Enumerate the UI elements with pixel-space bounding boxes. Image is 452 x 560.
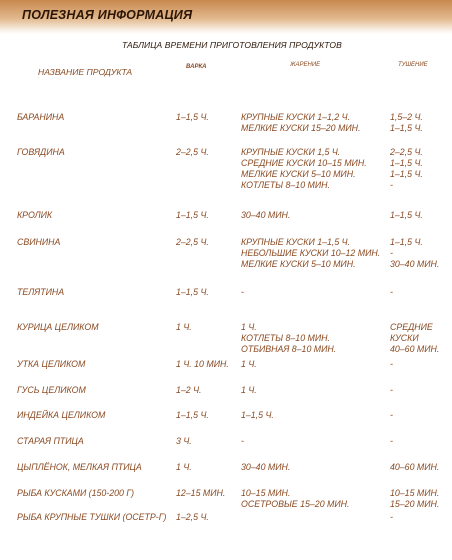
fry-time xyxy=(241,147,367,191)
product-name: БАРАНИНА xyxy=(17,112,65,122)
stew-time-line: 40–60 МИН. xyxy=(390,462,440,472)
product-name: УТКА ЦЕЛИКОМ xyxy=(17,359,86,369)
fry-time-line: КОТЛЕТЫ 8–10 МИН. xyxy=(241,333,330,343)
product-name: ГОВЯДИНА xyxy=(17,147,65,157)
section-title: ПОЛЕЗНАЯ ИНФОРМАЦИЯ xyxy=(22,8,193,22)
product-name: РЫБА КРУПНЫЕ ТУШКИ (ОСЕТР-Г) xyxy=(17,512,167,522)
table-title: ТАБЛИЦА ВРЕМЕНИ ПРИГОТОВЛЕНИЯ ПРОДУКТОВ xyxy=(122,40,342,50)
stew-time xyxy=(390,512,393,523)
stew-time-line: 1–1,5 Ч. xyxy=(390,169,423,179)
stew-time-line: 30–40 МИН. xyxy=(390,259,440,269)
fry-time-line: МЕЛКИЕ КУСКИ 5–10 МИН. xyxy=(241,169,356,179)
fry-time-line: КРУПНЫЕ КУСКИ 1,5 Ч. xyxy=(241,147,341,157)
boil-time-line: 1–2 Ч. xyxy=(176,385,202,395)
stew-time-line: СРЕДНИЕ xyxy=(390,322,433,332)
product-name: СТАРАЯ ПТИЦА xyxy=(17,436,84,446)
boil-time-line: 3 Ч. xyxy=(176,436,192,446)
product-name: КРОЛИК xyxy=(17,210,53,220)
fry-time-line: 1–1,5 Ч. xyxy=(241,410,274,420)
stew-time-line: 1–1,5 Ч. xyxy=(390,237,423,247)
fry-time-line: КРУПНЫЕ КУСКИ 1–1,2 Ч. xyxy=(241,112,351,122)
boil-time-line: 1 Ч. xyxy=(176,322,192,332)
fry-time xyxy=(241,287,244,298)
stew-time-line: 1–1,5 Ч. xyxy=(390,158,423,168)
fry-time xyxy=(241,410,274,421)
stew-time xyxy=(390,237,439,270)
product-name: ИНДЕЙКА ЦЕЛИКОМ xyxy=(17,410,106,420)
product-name: ТЕЛЯТИНА xyxy=(17,287,65,297)
boil-time xyxy=(176,237,209,248)
stew-time-line: 1–1,5 Ч. xyxy=(390,123,423,133)
boil-time-line: 1–1,5 Ч. xyxy=(176,410,209,420)
stew-time-line: - xyxy=(390,287,393,297)
fry-time xyxy=(241,322,336,355)
stew-time-line: - xyxy=(390,359,393,369)
boil-time-line: 1–2,5 Ч. xyxy=(176,512,209,522)
fry-time xyxy=(241,385,257,396)
boil-time xyxy=(176,410,209,421)
boil-time-line: 2–2,5 Ч. xyxy=(176,237,209,247)
fry-time-line: СРЕДНИЕ КУСКИ 10–15 МИН. xyxy=(241,158,367,168)
stew-time xyxy=(390,488,439,510)
fry-time-line: 1 Ч. xyxy=(241,322,257,332)
fry-time-line: КРУПНЫЕ КУСКИ 1–1,5 Ч. xyxy=(241,237,351,247)
column-header-stew: ТУШЕНИЕ xyxy=(398,62,428,68)
stew-time-line: - xyxy=(390,436,393,446)
fry-time-line: КОТЛЕТЫ 8–10 МИН. xyxy=(241,180,330,190)
fry-time-line: 10–15 МИН. xyxy=(241,488,291,498)
fry-time-line: - xyxy=(241,436,244,446)
boil-time-line: 2–2,5 Ч. xyxy=(176,147,209,157)
fry-time-line: МЕЛКИЕ КУСКИ 15–20 МИН. xyxy=(241,123,361,133)
stew-time-line: - xyxy=(390,248,393,258)
stew-time-line: 15–20 МИН. xyxy=(390,499,440,509)
product-name: СВИНИНА xyxy=(17,237,61,247)
fry-time-line: 1 Ч. xyxy=(241,385,257,395)
stew-time-line: 1–1,5 Ч. xyxy=(390,210,423,220)
fry-time-line: ОСЕТРОВЫЕ 15–20 МИН. xyxy=(241,499,350,509)
fry-time-line xyxy=(241,512,243,523)
stew-time-line: КУСКИ xyxy=(390,333,419,343)
product-name: ГУСЬ ЦЕЛИКОМ xyxy=(17,385,86,395)
stew-time xyxy=(390,436,393,447)
boil-time xyxy=(176,462,192,473)
product-name: РЫБА КУСКАМИ (150-200 Г) xyxy=(17,488,135,498)
boil-time xyxy=(176,359,229,370)
column-header-boil: ВАРКА xyxy=(186,64,207,70)
fry-time xyxy=(241,488,349,510)
stew-time xyxy=(390,462,439,473)
boil-time xyxy=(176,512,209,523)
boil-time xyxy=(176,112,209,123)
stew-time-line: - xyxy=(390,385,393,395)
stew-time-line: 1,5–2 Ч. xyxy=(390,112,423,122)
boil-time-line: 1–1,5 Ч. xyxy=(176,287,209,297)
stew-time-line: 40–60 МИН. xyxy=(390,344,440,354)
boil-time xyxy=(176,436,192,447)
stew-time xyxy=(390,385,393,396)
boil-time xyxy=(176,147,209,158)
boil-time-line: 1–1,5 Ч. xyxy=(176,210,209,220)
stew-time-line: - xyxy=(390,410,393,420)
fry-time xyxy=(241,436,244,447)
fry-time-line: 30–40 МИН. xyxy=(241,210,291,220)
stew-time-line: 2–2,5 Ч. xyxy=(390,147,423,157)
stew-time xyxy=(390,287,393,298)
fry-time-line: 30–40 МИН. xyxy=(241,462,291,472)
boil-time xyxy=(176,322,192,333)
column-header-name: НАЗВАНИЕ ПРОДУКТА xyxy=(38,67,133,77)
fry-time-line: - xyxy=(241,287,244,297)
boil-time-line: 1–1,5 Ч. xyxy=(176,112,209,122)
column-header-fry: ЖАРЕНИЕ xyxy=(290,62,321,68)
fry-time xyxy=(241,237,380,270)
fry-time-line: ОТБИВНАЯ 8–10 МИН. xyxy=(241,344,337,354)
fry-time-line: 1 Ч. xyxy=(241,359,257,369)
fry-time xyxy=(241,462,290,473)
fry-time xyxy=(241,512,243,523)
boil-time-line: 1 Ч. xyxy=(176,462,192,472)
stew-time xyxy=(390,210,423,221)
boil-time xyxy=(176,210,209,221)
product-name: ЦЫПЛЁНОК, МЕЛКАЯ ПТИЦА xyxy=(17,462,142,472)
stew-time-line: - xyxy=(390,180,393,190)
fry-time xyxy=(241,359,257,370)
boil-time xyxy=(176,488,225,499)
stew-time xyxy=(390,112,423,134)
boil-time xyxy=(176,385,202,396)
stew-time xyxy=(390,410,393,421)
boil-time xyxy=(176,287,209,298)
fry-time xyxy=(241,210,290,221)
boil-time-line: 1 Ч. 10 МИН. xyxy=(176,359,229,369)
boil-time-line: 12–15 МИН. xyxy=(176,488,226,498)
stew-time xyxy=(390,359,393,370)
fry-time-line: НЕБОЛЬШИЕ КУСКИ 10–12 МИН. xyxy=(241,248,381,258)
stew-time-line: - xyxy=(390,512,393,522)
stew-time-line: 10–15 МИН. xyxy=(390,488,440,498)
stew-time xyxy=(390,147,423,191)
fry-time-line: МЕЛКИЕ КУСКИ 5–10 МИН. xyxy=(241,259,356,269)
fry-time xyxy=(241,112,360,134)
product-name: КУРИЦА ЦЕЛИКОМ xyxy=(17,322,99,332)
stew-time xyxy=(390,322,439,355)
